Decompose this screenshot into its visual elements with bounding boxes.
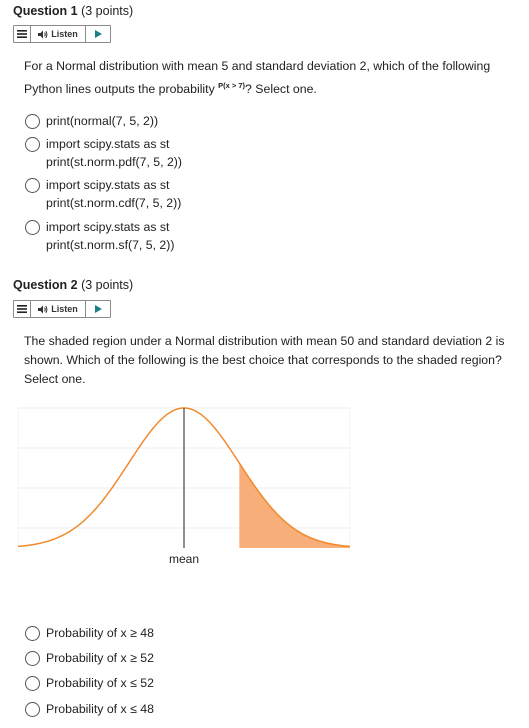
q1-number: Question 1	[13, 4, 78, 18]
q1-option-3[interactable]	[25, 176, 181, 212]
q1-listen-button[interactable]	[31, 26, 86, 42]
q1-points: (3 points)	[81, 4, 134, 18]
q1-text-before: For a Normal distribution with mean 5 and standard deviation 2, which of the following Python lines outputs the probability	[24, 59, 491, 96]
q2-question-text: The shaded region under a Normal distribution with mean 50 and standard deviation 2 is shown. Which of the following is the best choice that corresponds to the shaded region? Select one.	[24, 334, 505, 386]
q2-header	[13, 278, 133, 292]
q2-option-1-radio[interactable]	[25, 626, 40, 641]
speaker-icon	[38, 305, 48, 314]
q1-question-text	[24, 57, 506, 99]
q1-option-4-radio[interactable]	[25, 220, 40, 235]
q1-menu-button[interactable]	[14, 26, 31, 42]
q2-option-1[interactable]	[25, 624, 154, 642]
q2-option-2[interactable]	[25, 649, 154, 667]
normal-distribution-chart	[18, 398, 350, 570]
q2-menu-button[interactable]	[14, 301, 31, 317]
q2-play-button[interactable]	[86, 301, 110, 317]
q2-option-4-label: Probability of x ≤ 48	[46, 702, 154, 716]
q2-option-4-radio[interactable]	[25, 702, 40, 717]
play-icon	[95, 30, 102, 38]
q2-option-3[interactable]	[25, 674, 154, 692]
q1-option-2-radio[interactable]	[25, 137, 40, 152]
q1-option-3-label: import scipy.stats as st print(st.norm.cdf(7, 5, 2))	[46, 178, 182, 210]
q1-option-2-label: import scipy.stats as st print(st.norm.pdf(7, 5, 2))	[46, 137, 182, 169]
q1-listen-toolbar	[13, 25, 111, 43]
q2-option-4[interactable]	[25, 700, 154, 718]
q2-option-3-label: Probability of x ≤ 52	[46, 676, 154, 690]
q2-option-1-label: Probability of x ≥ 48	[46, 626, 154, 640]
menu-icon	[17, 305, 27, 313]
q2-points: (3 points)	[81, 278, 134, 292]
q2-number: Question 2	[13, 278, 78, 292]
q1-option-4-label: import scipy.stats as st print(st.norm.sf(7, 5, 2))	[46, 220, 175, 252]
q1-option-2[interactable]	[25, 135, 182, 171]
q1-option-4[interactable]	[25, 218, 174, 254]
q2-listen-button[interactable]	[31, 301, 86, 317]
q1-header	[13, 4, 133, 18]
q1-option-1-label: print(normal(7, 5, 2))	[46, 114, 159, 128]
mean-label: mean	[168, 552, 200, 566]
q1-text-after: ? Select one.	[245, 82, 317, 96]
play-icon	[95, 305, 102, 313]
menu-icon	[17, 30, 27, 38]
q2-option-2-label: Probability of x ≥ 52	[46, 651, 154, 665]
q1-option-1-radio[interactable]	[25, 114, 40, 129]
q1-option-1[interactable]	[25, 112, 158, 130]
q2-listen-label: Listen	[51, 304, 78, 314]
q2-option-2-radio[interactable]	[25, 651, 40, 666]
q1-listen-label: Listen	[51, 29, 78, 39]
speaker-icon	[38, 30, 48, 39]
q1-option-3-radio[interactable]	[25, 178, 40, 193]
q2-listen-toolbar	[13, 300, 111, 318]
q1-play-button[interactable]	[86, 26, 110, 42]
shaded-region	[239, 463, 350, 548]
q1-prob-expression: P(x > 7)	[218, 81, 246, 90]
q2-option-3-radio[interactable]	[25, 676, 40, 691]
